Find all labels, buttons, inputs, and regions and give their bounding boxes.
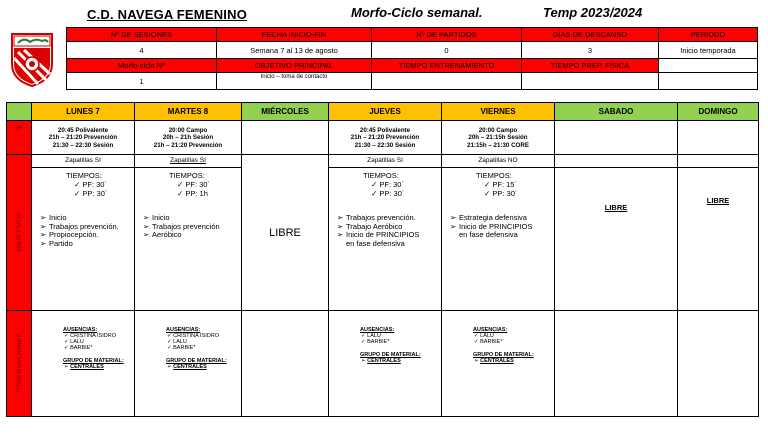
ausencias-label: AUSENCIAS: (166, 327, 201, 333)
tiempo-item: PP: 30´ (379, 189, 405, 198)
hours-domingo (678, 121, 759, 155)
material-label: GRUPO DE MATERIAL: (166, 358, 227, 364)
day-header-jueves: JUEVES (329, 103, 442, 121)
ausencias-label: AUSENCIAS: (63, 327, 98, 333)
tiempo-item: PF: 15´ (492, 180, 517, 189)
info-header-tiempo-prep: TIEMPO PREP. FÍSICA (522, 59, 659, 73)
hours-viernes (442, 121, 555, 155)
info-header-periodo: PERIODO (659, 28, 758, 42)
tiempo-item: PP: 1h (185, 189, 208, 198)
hours-line: 21:30 – 22:30 Sesión (354, 141, 416, 149)
absence-item: BARBIE* (367, 339, 390, 345)
observations-sabado (555, 311, 678, 417)
task-item: Inicio (49, 213, 67, 222)
tiempo-item: PF: 30´ (185, 180, 210, 189)
check-icon: ✓ (167, 333, 174, 339)
tiempo-item: PF: 30´ (82, 180, 107, 189)
arrow-bullet-icon: ➢ (64, 364, 71, 370)
cycle-title: Morfo-Ciclo semanal. (351, 5, 483, 20)
absence-item: BARBIE* (480, 339, 503, 345)
arrow-bullet-icon: ➢ (337, 230, 344, 239)
session-info-table (66, 27, 758, 90)
info-header-sesiones: Nº DE SESIONES (67, 28, 217, 42)
absence-item: LALU (480, 333, 494, 339)
objectives-jueves (329, 155, 442, 311)
check-icon: ✓ (371, 180, 380, 189)
day-header-martes: MARTES 8 (135, 103, 242, 121)
arrow-bullet-icon: ➢ (40, 230, 47, 239)
tiempos-label: TIEMPOS: (66, 171, 102, 180)
zapatillas-lunes: Zapatillas SI (32, 155, 134, 168)
check-icon: ✓ (474, 339, 481, 345)
hours-line: 20:45 Polivalente (359, 126, 411, 134)
info-header-objetivo: OBJETIVO PRINCIPAL (217, 59, 372, 73)
hours-jueves (329, 121, 442, 155)
hours-sabado (555, 121, 678, 155)
tiempos-label: TIEMPOS: (169, 171, 205, 180)
check-icon: ✓ (371, 189, 380, 198)
check-icon: ✓ (64, 333, 71, 339)
objectives-domingo (678, 155, 759, 311)
zapatillas-domingo (678, 155, 758, 168)
check-icon: ✓ (177, 180, 186, 189)
zapatillas-viernes: Zapatillas NO (442, 155, 554, 168)
observations-jueves (329, 311, 442, 417)
hours-line: 20:00 Campo (478, 126, 518, 134)
ausencias-label: AUSENCIAS: (360, 327, 395, 333)
club-name: C.D. NAVEGA FEMENINO (87, 7, 248, 22)
observations-martes (135, 311, 242, 417)
info-header-tiempo-entrenamiento: TIEMPO ENTRENAMIENTO (372, 59, 522, 73)
libre-domingo: LIBRE (706, 196, 730, 205)
tiempos-label: TIEMPOS: (363, 171, 399, 180)
info-value-periodo: Inicio temporada (659, 42, 758, 59)
arrow-bullet-icon: ➢ (361, 358, 368, 364)
task-item: Inicio (152, 213, 170, 222)
objectives-sabado (555, 155, 678, 311)
task-item: Trabajos prevención. (49, 221, 119, 231)
row-label-observaciones (7, 311, 32, 417)
tiempo-item: PP: 30´ (492, 189, 518, 198)
hours-line: 21h – 21:20 Prevención (48, 134, 118, 142)
check-icon: ✓ (64, 345, 71, 351)
hours-miercoles (242, 121, 329, 155)
task-item: Inicio de PRINCIPIOS (346, 230, 420, 239)
observations-miercoles (242, 311, 329, 417)
info-header-descanso: DÍAS DE DESCANSO (522, 28, 659, 42)
info-value-objetivo: Inicio – toma de contacto (217, 73, 372, 90)
hours-line: 20:00 Campo (168, 126, 208, 134)
absence-item: BARBIE* (173, 345, 196, 351)
task-item: Aeróbico (152, 230, 182, 239)
objetivos-label: OBJETIVOS (15, 211, 23, 252)
hours-martes (135, 121, 242, 155)
hours-line: 20h – 21:15h Sesión (468, 134, 528, 142)
material-item: CENTRALES (480, 358, 514, 364)
objectives-viernes (442, 155, 555, 311)
arrow-bullet-icon: ➢ (167, 364, 174, 370)
hours-lunes (32, 121, 135, 155)
arrow-bullet-icon: ➢ (143, 221, 150, 231)
row-label-hours: H (7, 121, 32, 155)
hours-line: 21h – 21:20 Prevención (153, 141, 223, 149)
task-item: Propiocepción. (49, 230, 99, 239)
material-label: GRUPO DE MATERIAL: (473, 352, 534, 358)
day-header-viernes: VIERNES (442, 103, 555, 121)
tiempo-item: PP: 30´ (82, 189, 108, 198)
arrow-bullet-icon: ➢ (143, 213, 150, 222)
info-value-descanso: 3 (522, 42, 659, 59)
row-label-objetivos (7, 155, 32, 311)
info-header-empty (659, 59, 758, 73)
weekly-schedule-table (6, 102, 759, 417)
check-icon: ✓ (167, 345, 174, 351)
absence-item: CRISTINA ISIDRO (173, 333, 219, 339)
info-value-empty (659, 73, 758, 90)
check-icon: ✓ (484, 180, 493, 189)
info-value-morfociclo: 1 (67, 73, 217, 90)
tiempo-item: PF: 30´ (379, 180, 404, 189)
material-item: CENTRALES (70, 364, 104, 370)
task-item-continued: en fase defensiva (346, 238, 405, 248)
libre-miercoles: LIBRE (269, 226, 301, 239)
zapatillas-martes: Zapatillas SI (135, 155, 241, 168)
task-item: Trabajos prevención (152, 221, 220, 231)
absence-item: LALU (367, 333, 381, 339)
check-icon: ✓ (74, 189, 83, 198)
arrow-bullet-icon: ➢ (337, 221, 344, 231)
season-label: Temp 2023/2024 (543, 5, 643, 20)
zapatillas-jueves: Zapatillas SI (329, 155, 441, 168)
check-icon: ✓ (64, 339, 71, 345)
material-label: GRUPO DE MATERIAL: (63, 358, 124, 364)
day-header-lunes: LUNES 7 (32, 103, 135, 121)
material-label: GRUPO DE MATERIAL: (360, 352, 421, 358)
check-icon: ✓ (361, 333, 368, 339)
task-item: Trabajo Aeróbico (346, 221, 403, 231)
info-value-sesiones: 4 (67, 42, 217, 59)
check-icon: ✓ (361, 339, 368, 345)
corner-cell (7, 103, 32, 121)
observaciones-label: OBSERVACIONES (15, 332, 23, 393)
arrow-bullet-icon: ➢ (40, 238, 47, 248)
arrow-bullet-icon: ➢ (337, 213, 344, 222)
info-header-fecha: FECHA INICIO-FIN (217, 28, 372, 42)
hours-line: 20h – 21h Sesión (162, 134, 214, 142)
hours-line: 21:15h – 21:30 CORE (467, 141, 529, 149)
objectives-martes (135, 155, 242, 311)
material-item: CENTRALES (367, 358, 401, 364)
check-icon: ✓ (74, 180, 83, 189)
arrow-bullet-icon: ➢ (474, 358, 481, 364)
info-value-tiempo-entrenamiento (372, 73, 522, 90)
arrow-bullet-icon: ➢ (143, 230, 150, 239)
arrow-bullet-icon: ➢ (40, 221, 47, 231)
hours-line: 21h – 21:20 Prevención (350, 134, 420, 142)
zapatillas-sabado (555, 155, 677, 168)
task-item: Inicio de PRINCIPIOS (459, 221, 533, 231)
task-item: Estrategia defensiva (459, 213, 527, 222)
task-item: Partido (49, 238, 73, 248)
absence-item: LALU (173, 339, 187, 345)
absence-item: BARBIE* (70, 345, 93, 351)
club-crest-logo (8, 30, 56, 88)
material-item: CENTRALES (173, 364, 207, 370)
objectives-lunes (32, 155, 135, 311)
libre-sabado: LIBRE (604, 203, 628, 212)
day-header-domingo: DOMINGO (678, 103, 759, 121)
arrow-bullet-icon: ➢ (450, 221, 457, 231)
absence-item: CRISTINA ISIDRO (70, 333, 116, 339)
check-icon: ✓ (167, 339, 174, 345)
absence-item: LALU (70, 339, 84, 345)
info-header-morfociclo: Morfo-ciclo Nº (67, 59, 217, 73)
observations-domingo (678, 311, 759, 417)
objectives-miercoles (242, 155, 329, 311)
arrow-bullet-icon: ➢ (450, 213, 457, 222)
observations-viernes (442, 311, 555, 417)
info-header-partidos: Nº DE PARTIDOS (372, 28, 522, 42)
hours-line: 21:30 – 22:30 Sesión (52, 141, 114, 149)
info-value-partidos: 0 (372, 42, 522, 59)
task-item: Trabajos prevención. (346, 213, 416, 222)
arrow-bullet-icon: ➢ (40, 213, 47, 222)
day-header-sabado: SABADO (555, 103, 678, 121)
task-item-continued: en fase defensiva (459, 230, 518, 239)
observations-lunes (32, 311, 135, 417)
check-icon: ✓ (177, 189, 186, 198)
check-icon: ✓ (474, 333, 481, 339)
info-value-tiempo-prep (522, 73, 659, 90)
tiempos-label: TIEMPOS: (476, 171, 512, 180)
info-value-fecha: Semana 7 al 13 de agosto (217, 42, 372, 59)
ausencias-label: AUSENCIAS: (473, 327, 508, 333)
day-header-miercoles: MIÉRCOLES (242, 103, 329, 121)
hours-line: 20:45 Polivalente (57, 126, 109, 134)
check-icon: ✓ (484, 189, 493, 198)
